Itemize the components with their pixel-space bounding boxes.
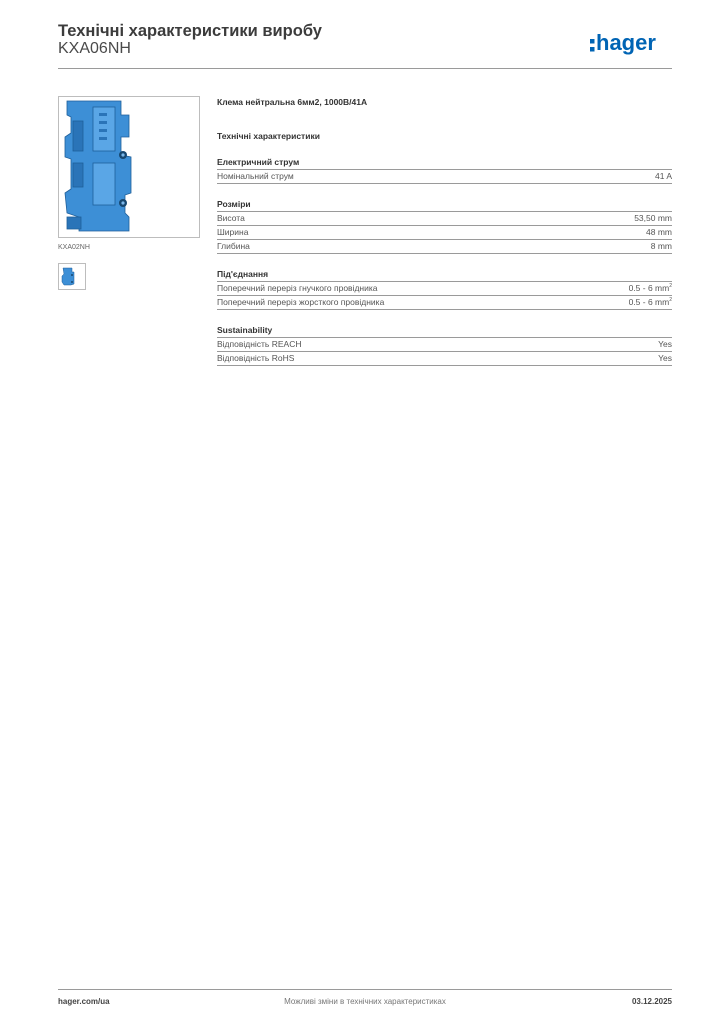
spec-row [217, 282, 672, 296]
spec-label: Висота [217, 213, 245, 223]
disclaimer: Можливі зміни в технічних характеристиках [284, 997, 446, 1006]
unit-superscript: 2 [669, 283, 672, 290]
thumbnail-illustration [59, 264, 85, 289]
page-footer [58, 997, 672, 1011]
spec-value [629, 296, 672, 309]
section-title: Sustainability [217, 324, 672, 338]
spec-label: Відповідність RoHS [217, 353, 295, 363]
spec-row [217, 352, 672, 366]
spec-value: Yes [658, 339, 672, 349]
section-dimensions [217, 198, 672, 254]
page-header [58, 22, 672, 70]
spec-label: Відповідність REACH [217, 339, 302, 349]
spec-value: 53,50 mm [634, 213, 672, 223]
spec-label: Поперечний переріз гнучкого провідника [217, 283, 378, 293]
spec-value: Yes [658, 353, 672, 363]
product-image [58, 96, 200, 238]
spec-value: 48 mm [646, 227, 672, 237]
spec-label: Ширина [217, 227, 249, 237]
spec-row [217, 226, 672, 240]
spec-row [217, 296, 672, 310]
section-sustainability [217, 324, 672, 366]
product-code: KXA06NH [58, 40, 131, 57]
spec-value: 41 A [654, 171, 672, 181]
spec-row [217, 170, 672, 184]
svg-text:hager: hager [596, 30, 656, 55]
spec-value [629, 282, 672, 295]
spec-row [217, 212, 672, 226]
section-electrical [217, 156, 672, 184]
section-title: Розміри [217, 198, 672, 212]
spec-value-text: 0.5 - 6 mm [628, 297, 670, 307]
product-name: Клема нейтральна 6мм2, 1000В/41А [217, 97, 368, 107]
section-connection [217, 268, 672, 310]
footer-divider [58, 989, 672, 990]
spec-content [217, 96, 672, 366]
website-link[interactable]: hager.com/ua [58, 997, 110, 1006]
header-divider [58, 68, 672, 69]
spec-label: Поперечний переріз жорсткого провідника [217, 297, 385, 307]
spec-row [217, 240, 672, 254]
section-title: Електричний струм [217, 156, 672, 170]
date: 03.12.2025 [631, 997, 672, 1006]
image-caption: KXA02NH [58, 244, 90, 251]
terminal-block-illustration [59, 97, 199, 237]
hager-logo [590, 28, 672, 56]
spec-label: Глибина [217, 241, 250, 251]
spec-label: Номінальний струм [217, 171, 294, 181]
section-title: Під'єднання [217, 268, 672, 282]
page-title: Технічні характеристики виробу [58, 22, 322, 40]
spec-value: 8 mm [650, 241, 672, 251]
product-thumbnail[interactable] [58, 263, 86, 290]
spec-value-text: 0.5 - 6 mm [628, 283, 670, 293]
spec-heading: Технічні характеристики [217, 131, 320, 141]
spec-row [217, 338, 672, 352]
unit-superscript: 2 [669, 297, 672, 304]
